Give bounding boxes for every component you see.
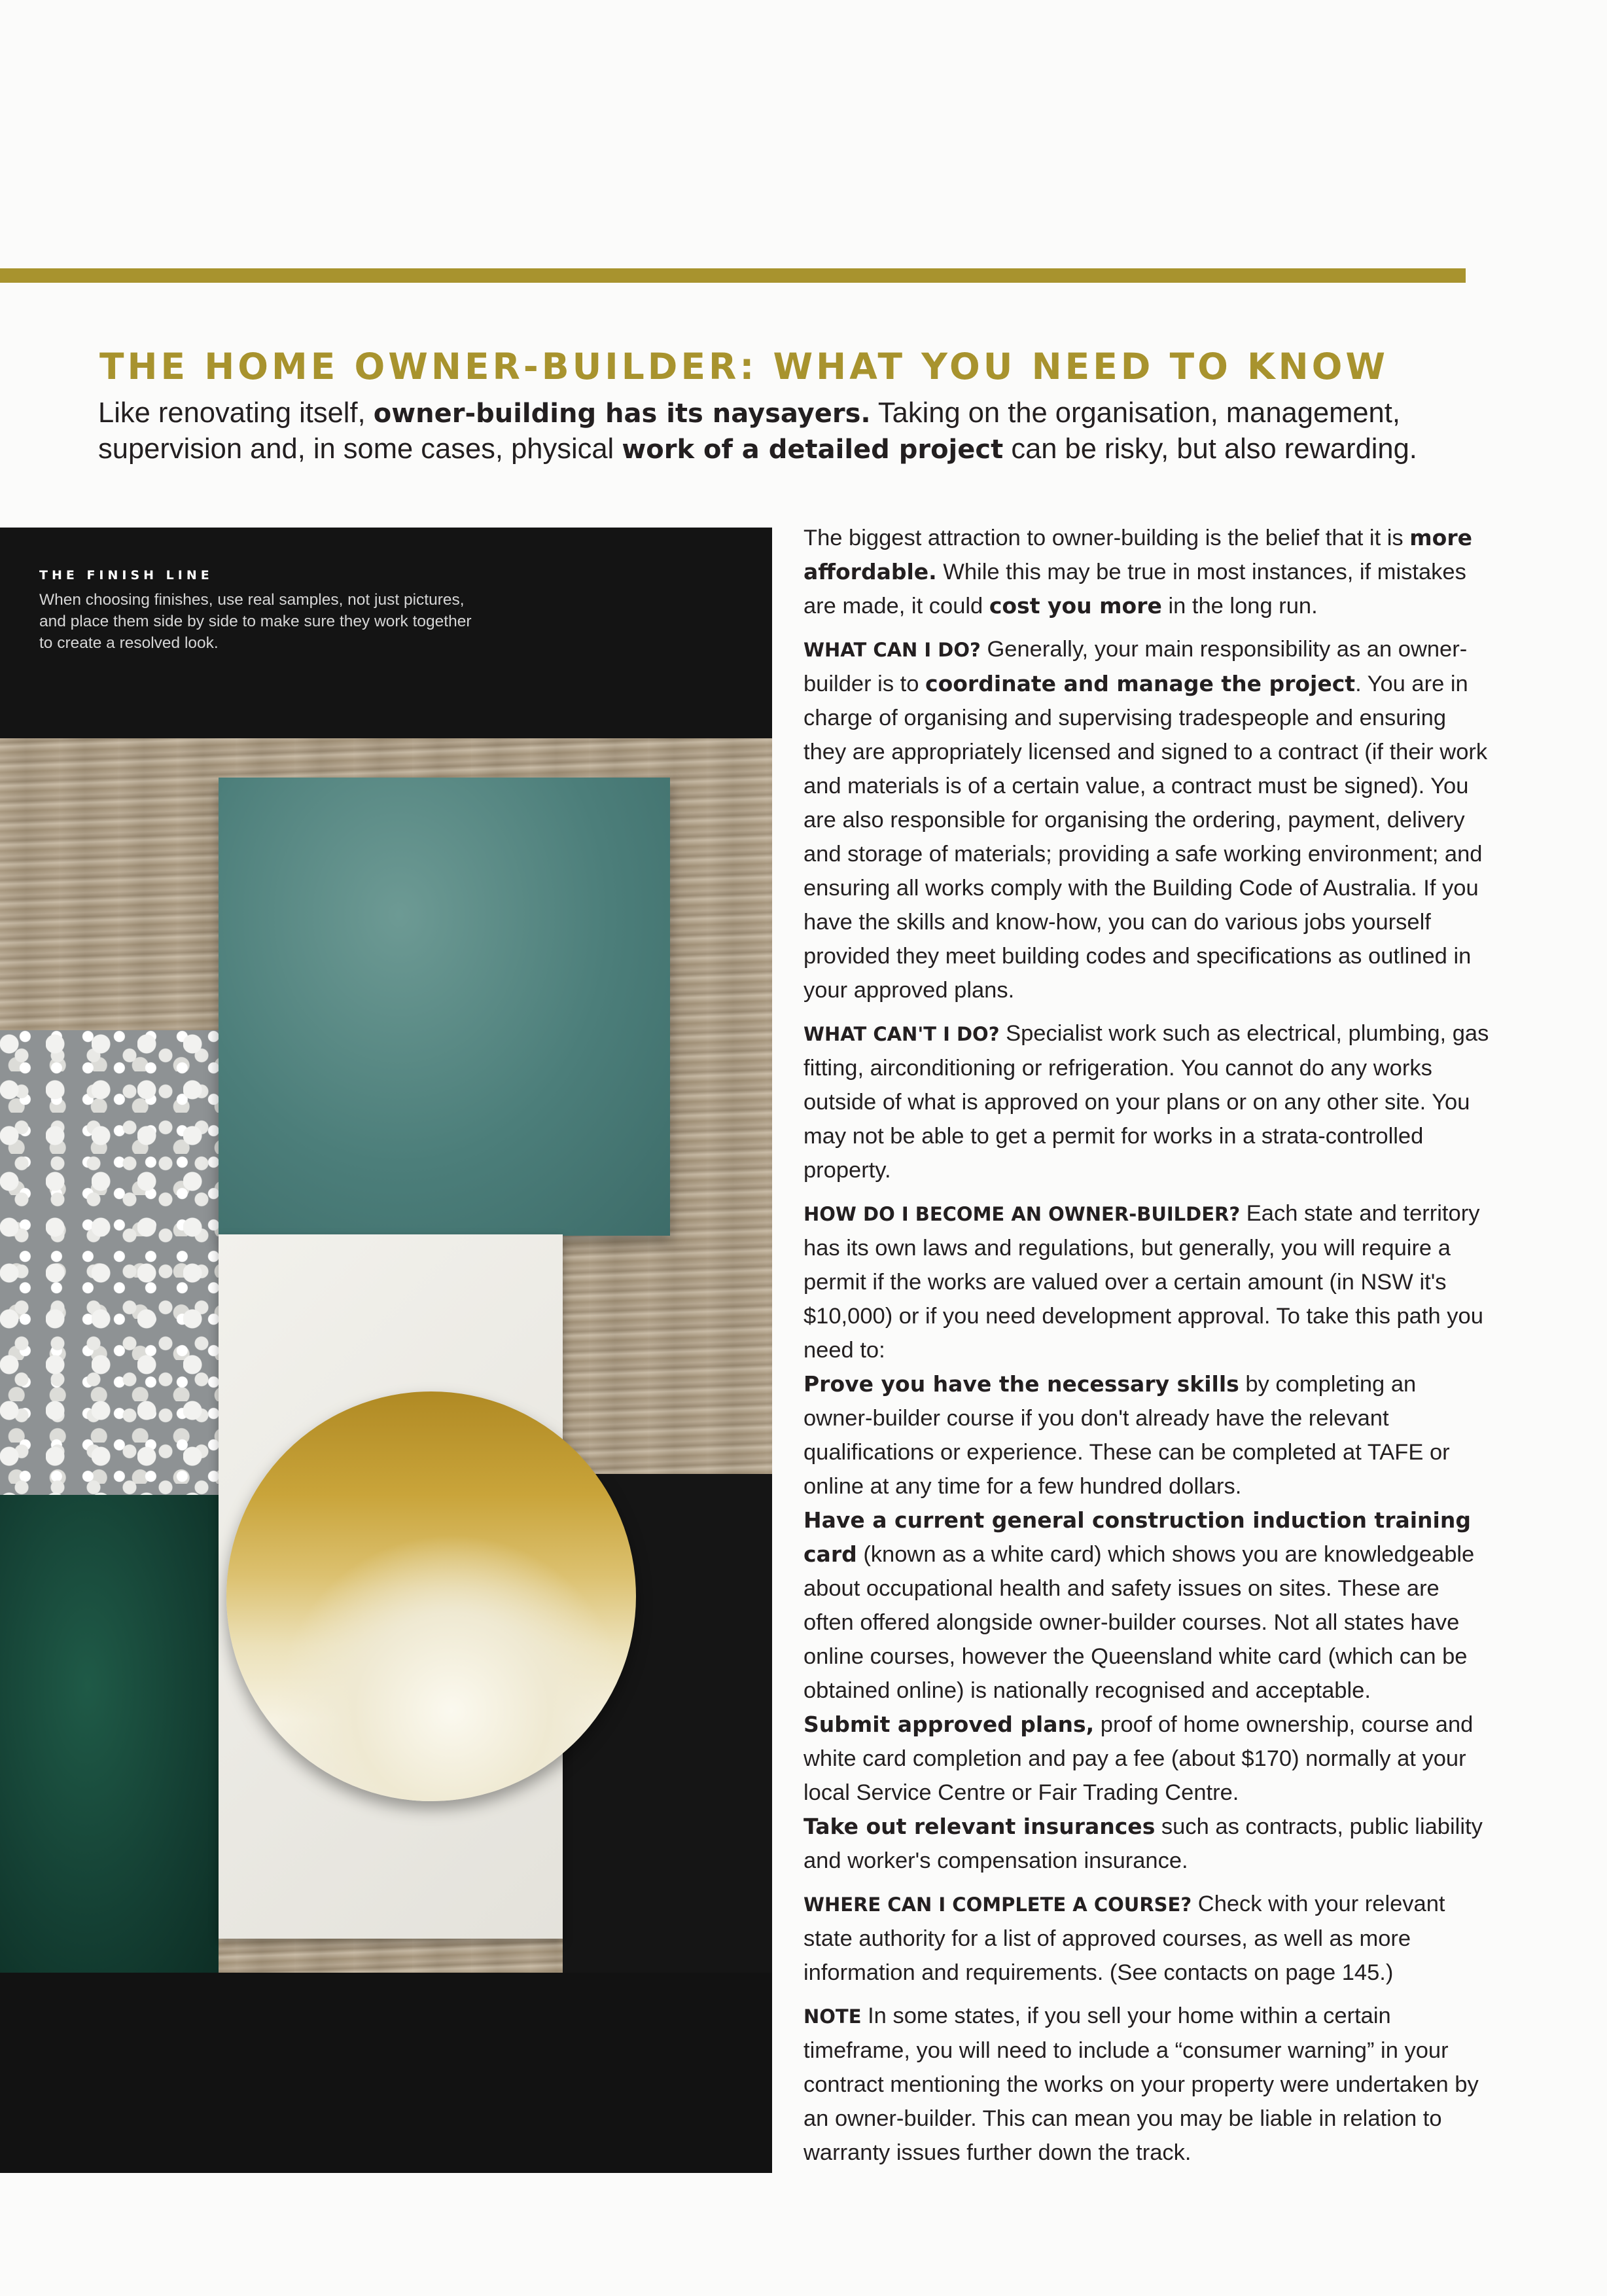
caption-text: When choosing finishes, use real samples, not just pictures, and place them side by side to make sure they work together to create a resolved look. bbox=[39, 591, 472, 652]
list-item bbox=[804, 1503, 1491, 1708]
step-text: by completing an owner-builder course if you don't already have the relevant qualifications or experience. These can be completed at TAFE or online at any time for a few hundred dollars. bbox=[804, 1372, 1450, 1499]
standfirst-text: Taking on the organisation, management, supervision and, in some cases, physical bbox=[98, 397, 1400, 465]
where-paragraph bbox=[804, 1887, 1491, 1990]
standfirst-text: can be risky, but also rewarding. bbox=[1003, 433, 1417, 465]
body-text: . You are in charge of organising and supervising tradespeople and ensuring they are appropriately licensed and signed to a contract (if their work and materials is of a certain value, a contract must be signed). You are also responsible for organising the ordering, payment, delivery and storage of materials; providing a safe working environment; and ensuring all works comply with the Building Code of Australia. If you have the skills and know-how, you can do various jobs yourself provided they meet building codes and specifications as outlined in your approved plans. bbox=[804, 672, 1488, 1003]
step-text: (known as a white card) which shows you are knowledgeable about occupational health and safety issues on sites. These are often offered alongside owner-builder courses. Not all states have online courses, however the Queensland white card (which can be obtained online) is nationally recognised and acceptable. bbox=[804, 1542, 1475, 1703]
standfirst-bold: work of a detailed project bbox=[622, 435, 1004, 465]
body-text: The biggest attraction to owner-building is the belief that it is bbox=[804, 526, 1410, 550]
note-paragraph bbox=[804, 1999, 1491, 2170]
list-item bbox=[804, 1708, 1491, 1810]
list-item bbox=[804, 1367, 1491, 1503]
terrazzo-sample bbox=[0, 1030, 219, 1495]
step-title: Take out relevant insurances bbox=[804, 1814, 1156, 1839]
body-bold: more affordable. bbox=[804, 525, 1472, 584]
list-item bbox=[804, 1810, 1491, 1878]
gold-rule bbox=[0, 268, 1466, 283]
step-title: Submit approved plans, bbox=[804, 1712, 1095, 1737]
step-title: Have a current general construction induction training card bbox=[804, 1507, 1471, 1567]
standfirst-text: Like renovating itself, bbox=[98, 397, 374, 429]
section-question: WHERE CAN I COMPLETE A COURSE? bbox=[804, 1893, 1192, 1916]
body-bold: coordinate and manage the project bbox=[925, 671, 1356, 696]
caption-label: THE FINISH LINE bbox=[39, 568, 213, 583]
step-title: Prove you have the necessary skills bbox=[804, 1371, 1239, 1397]
body-text: Each state and territory has its own laws and regulations, but generally, you will require a permit if the works are valued over a certain amount (in NSW it's $10,000) or if you need development approval. To take this path you need to: bbox=[804, 1201, 1483, 1363]
section-question: HOW DO I BECOME AN OWNER-BUILDER? bbox=[804, 1203, 1241, 1225]
how-paragraph bbox=[804, 1196, 1491, 1367]
body-bold: cost you more bbox=[989, 593, 1162, 619]
article-headline: THE HOME OWNER-BUILDER: WHAT YOU NEED TO KNOW bbox=[99, 346, 1389, 387]
section-question: WHAT CAN I DO? bbox=[804, 639, 981, 661]
what-cant-paragraph bbox=[804, 1016, 1491, 1187]
green-tile-sample bbox=[0, 1495, 219, 1973]
dark-base bbox=[0, 1973, 772, 2173]
body-text: While this may be true in most instances, if mistakes are made, it could bbox=[804, 560, 1466, 619]
section-question: NOTE bbox=[804, 2005, 862, 2028]
brass-disc-sample bbox=[226, 1391, 636, 1801]
body-text: In some states, if you sell your home within a certain timeframe, you will need to include a “consumer warning” in your contract mentioning the works on your property were undertaken by an owner-builder. This can mean you may be liable in relation to warranty issues further down the track. bbox=[804, 2003, 1479, 2165]
teal-tile-sample bbox=[219, 778, 670, 1236]
standfirst bbox=[98, 395, 1485, 467]
finish-samples-photo bbox=[0, 528, 772, 2173]
body-text: in the long run. bbox=[1161, 594, 1318, 619]
caption-box bbox=[0, 528, 772, 738]
standfirst-bold: owner-building has its naysayers. bbox=[373, 399, 871, 429]
body-text: Check with your relevant state authority for a list of approved courses, as well as more information and requirements. (See contacts on page 145.) bbox=[804, 1892, 1445, 1985]
section-question: WHAT CAN'T I DO? bbox=[804, 1023, 1000, 1045]
body-text: Generally, your main responsibility as an owner-builder is to bbox=[804, 637, 1468, 696]
article-body bbox=[804, 521, 1491, 2179]
step-text: such as contracts, public liability and worker's compensation insurance. bbox=[804, 1814, 1483, 1873]
intro-paragraph bbox=[804, 521, 1491, 623]
step-text: proof of home ownership, course and white card completion and pay a fee (about $170) normally at your local Service Centre or Fair Trading Centre. bbox=[804, 1712, 1474, 1805]
what-can-paragraph bbox=[804, 632, 1491, 1007]
body-text: Specialist work such as electrical, plumbing, gas fitting, airconditioning or refrigeration. You cannot do any works outside of what is approved on your plans or on any other site. You may not be able to get a permit for works in a strata-controlled property. bbox=[804, 1021, 1489, 1183]
